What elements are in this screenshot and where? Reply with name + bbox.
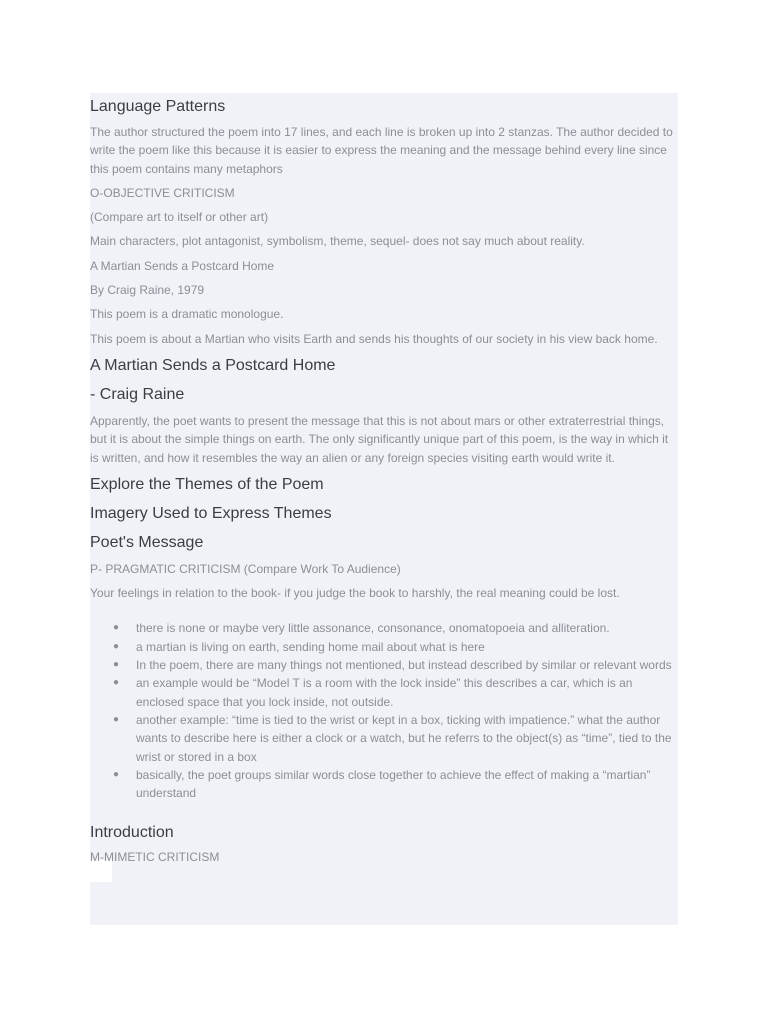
bullet-icon: ● xyxy=(113,677,120,689)
heading-author: - Craig Raine xyxy=(90,385,185,403)
poem-about-text: This poem is about a Martian who visits Earth and sends his thoughts of our society in his view back home. xyxy=(90,331,658,346)
compare-art-text: (Compare art to itself or other art) xyxy=(90,210,269,225)
dramatic-monologue-text: This poem is a dramatic monologue. xyxy=(90,307,284,322)
feelings-text: Your feelings in relation to the book- if you judge the book to harshly, the real meaning could be lost. xyxy=(90,586,620,601)
byline-text: By Craig Raine, 1979 xyxy=(90,283,205,298)
objective-criticism-label: O-OBJECTIVE CRITICISM xyxy=(90,185,235,200)
list-item xyxy=(90,766,678,803)
bullet-icon: ● xyxy=(113,713,120,725)
heading-poets-message: Poet's Message xyxy=(90,533,204,551)
bullet-icon: ● xyxy=(113,768,120,780)
heading-imagery: Imagery Used to Express Themes xyxy=(90,504,332,522)
list-item xyxy=(90,711,678,766)
bullet-icon: ● xyxy=(113,640,120,652)
pragmatic-criticism-label: P- PRAGMATIC CRITICISM (Compare Work To Audience) xyxy=(90,561,401,576)
poem-title-text: A Martian Sends a Postcard Home xyxy=(90,258,275,273)
list-item xyxy=(90,674,678,711)
spacer xyxy=(90,802,678,820)
heading-poem-title: A Martian Sends a Postcard Home xyxy=(90,356,336,374)
bullet-list xyxy=(90,619,678,802)
heading-explore-themes: Explore the Themes of the Poem xyxy=(90,475,324,493)
paragraph-poem-structure: The author structured the poem into 17 lines, and each line is broken up into 2 stanzas. The author decided to write the poem like this because it is easier to express the meaning and the message behind every line since this poem contains many metaphors xyxy=(90,125,673,176)
heading-introduction: Introduction xyxy=(90,824,174,842)
heading-language-patterns: Language Patterns xyxy=(90,98,226,115)
list-item-text: In the poem, there are many things not mentioned, but instead described by similar or relevant words xyxy=(136,658,672,673)
list-item xyxy=(90,619,678,637)
list-item-text: another example: “time is tied to the wrist or kept in a box, ticking with impatience.” what the author wants to describe here is either a clock or a watch, but he referrs to the object(s) as “time”, tied to the wrist or stored in a box xyxy=(136,712,672,764)
bullet-icon: ● xyxy=(113,622,120,634)
list-item xyxy=(90,656,678,674)
list-item-text: basically, the poet groups similar words close together to achieve the effect of making a “martian” understand xyxy=(136,767,651,801)
bullet-icon: ● xyxy=(113,659,120,671)
list-item-text: an example would be “Model T is a room with the lock inside” this describes a car, which is an enclosed space that you lock inside, not outside. xyxy=(136,676,633,709)
list-item xyxy=(90,638,678,656)
list-item-text: a martian is living on earth, sending home mail about what is here xyxy=(136,639,485,654)
document-content xyxy=(90,95,678,867)
main-characters-text: Main characters, plot antagonist, symbolism, theme, sequel- does not say much about reality. xyxy=(90,234,585,249)
mimetic-criticism-label: M-MIMETIC CRITICISM xyxy=(90,850,220,865)
paragraph-apparently: Apparently, the poet wants to present the message that this is not about mars or other extraterrestrial things, but it is about the simple things on earth. The only significantly unique part of this poem, is the way in which it is written, and how it resembles the way an alien or any foreign species visiting earth would write it. xyxy=(90,413,669,465)
list-item-text: there is none or maybe very little assonance, consonance, onomatopoeia and alliteration. xyxy=(136,621,610,636)
